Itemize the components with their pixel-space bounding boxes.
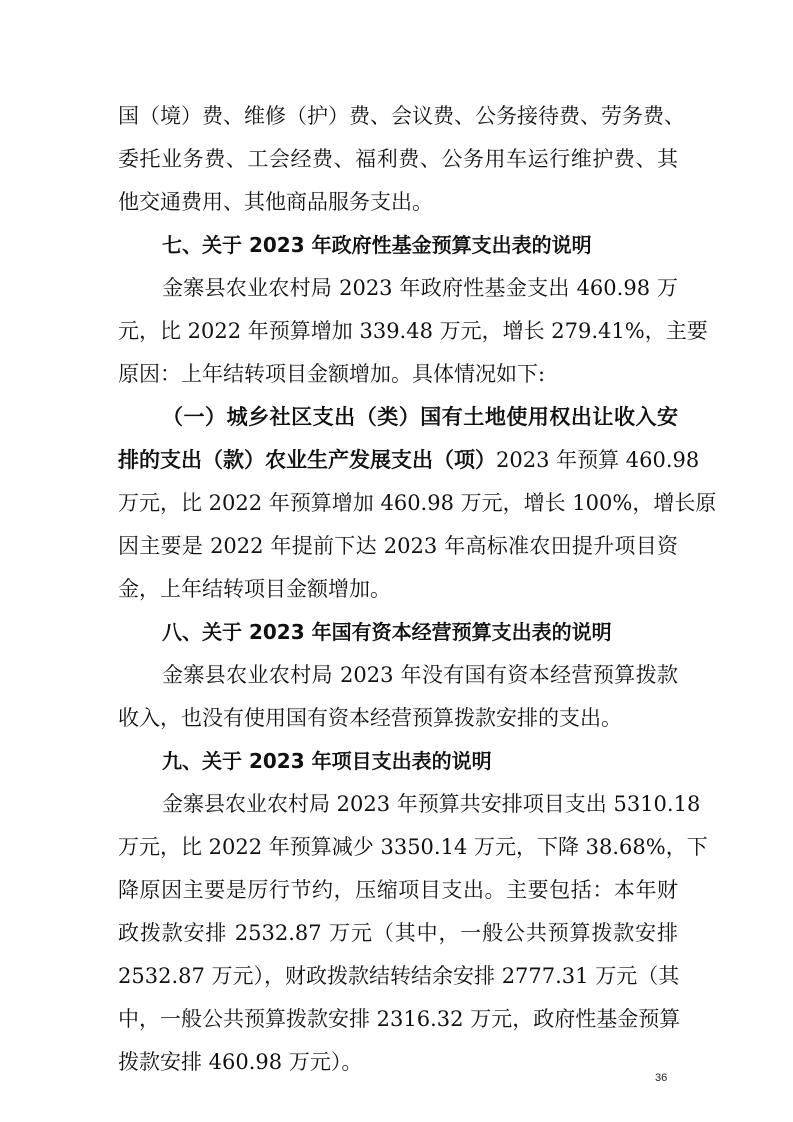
text-line: 他交通费用、其他商品服务支出。: [118, 190, 433, 214]
text-line: 金寨县农业农村局 2023 年政府性基金支出 460.98 万: [162, 276, 678, 300]
text-line: 金，上年结转项目金额增加。: [118, 577, 391, 601]
text-line: 万元，比 2022 年预算减少 3350.14 万元，下降 38.68%，下: [118, 835, 708, 859]
text-line: 收入，也没有使用国有资本经营预算拨款安排的支出。: [118, 706, 622, 730]
text-line: 金寨县农业农村局 2023 年没有国有资本经营预算拨款: [162, 663, 678, 687]
page-number: 36: [655, 1072, 668, 1084]
text-line: 万元，比 2022 年预算增加 460.98 万元，增长 100%，增长原: [118, 491, 717, 515]
subsection-heading: （一）城乡社区支出（类）国有土地使用权出让收入安: [162, 405, 678, 429]
text-line: 委托业务费、工会经费、福利费、公务用车运行维护费、其: [118, 147, 678, 171]
subsection-heading-cont: 排的支出（款）农业生产发展支出（项）: [118, 448, 496, 472]
text-line: 2532.87 万元），财政拨款结转结余安排 2777.31 万元（其: [118, 964, 680, 988]
text-line: 中，一般公共预算拨款安排 2316.32 万元，政府性基金预算: [118, 1007, 681, 1031]
text-line: 拨款安排 460.98 万元）。: [118, 1050, 363, 1074]
section-heading-8: 八、关于 2023 年国有资本经营预算支出表的说明: [162, 620, 612, 644]
text-line: 因主要是 2022 年提前下达 2023 年高标准农田提升项目资: [118, 534, 678, 558]
text-line: 金寨县农业农村局 2023 年预算共安排项目支出 5310.18: [162, 792, 701, 816]
section-heading-9: 九、关于 2023 年项目支出表的说明: [162, 749, 492, 773]
text-line: 元，比 2022 年预算增加 339.48 万元，增长 279.41%，主要: [118, 319, 708, 343]
text-line: 原因：上年结转项目金额增加。具体情况如下:: [118, 362, 546, 386]
text-line: 降原因主要是厉行节约，压缩项目支出。主要包括：本年财: [118, 878, 678, 902]
text-line: 国（境）费、维修（护）费、会议费、公务接待费、劳务费、: [118, 104, 685, 128]
text-line: [118, 442, 700, 478]
text-span: 2023 年预算 460.98: [496, 448, 700, 472]
section-heading-7: 七、关于 2023 年政府性基金预算支出表的说明: [162, 233, 592, 257]
text-line: 政拨款安排 2532.87 万元（其中，一般公共预算拨款安排: [118, 921, 678, 945]
